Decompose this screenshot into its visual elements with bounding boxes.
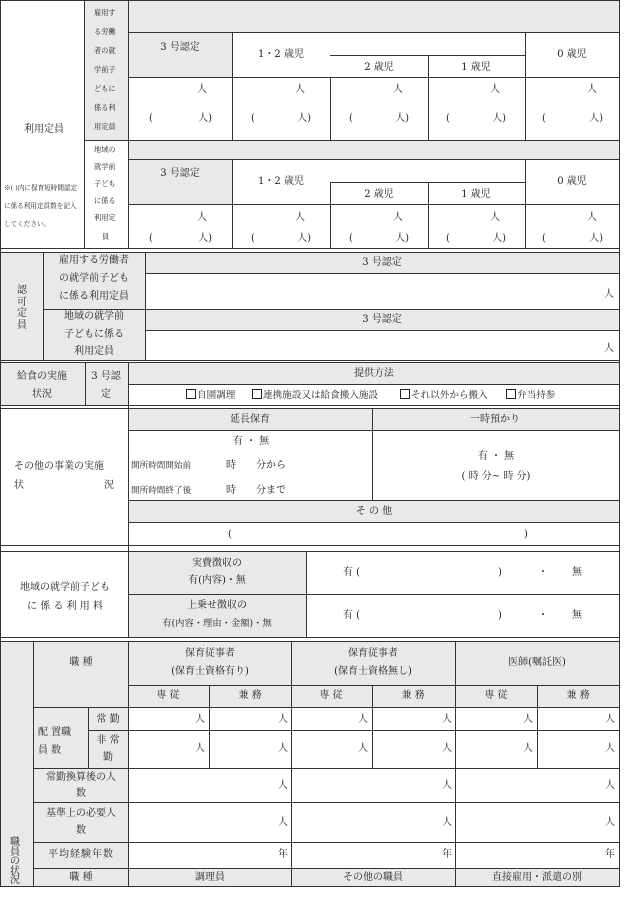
community-age12-header: 1・2 歳児 bbox=[258, 176, 304, 187]
cook-header: 調理員 bbox=[195, 872, 225, 883]
other-paren-close: ) bbox=[524, 529, 528, 540]
before-open-hour: 時 bbox=[226, 460, 236, 471]
other-business-label-2: 状 況 bbox=[14, 480, 114, 491]
after-close-hour: 時 bbox=[226, 485, 236, 496]
job-type-header: 職 種 bbox=[69, 657, 93, 668]
approved-employee-cert: 3 号認定 bbox=[362, 257, 402, 268]
meal-option-bento[interactable]: 弁当持参 bbox=[506, 389, 555, 402]
extra-fee-no: 無 bbox=[572, 610, 582, 621]
community-fee-label-2: に 係 る 利 用 料 bbox=[27, 601, 103, 612]
meal-option-partner-facility[interactable]: 連携施設又は給食搬入施設 bbox=[252, 389, 378, 402]
job-type-header-2: 職 種 bbox=[69, 872, 93, 883]
doctor-header: 医師(嘱託医) bbox=[508, 657, 566, 668]
checkbox-icon bbox=[506, 389, 516, 399]
employee-cert3-header: 3 号認定 bbox=[160, 42, 200, 53]
community-cert3-header: 3 号認定 bbox=[160, 168, 200, 179]
meal-option-other-delivery[interactable]: それ以外から搬入 bbox=[400, 389, 488, 402]
capacity-section-label: 利用定員 bbox=[24, 124, 64, 135]
doctor-dedicated: 専 従 bbox=[484, 690, 508, 701]
actual-fee-no: 無 bbox=[572, 567, 582, 578]
facility-form: 利用定員 ※( )内に保育短時間認定に係る利用定員数を記入してください。 雇用す る労働 者の就 学前子 どもに 係る利 用定員 3 号認定 1・2 歳児 2 歳児 1 歳児 0 歳児 人 人 人 人 人 ( 人) ( 人) ( 人) ( 人) ( 人) 地域の 就学前 子ども に係る 利用定 員 3 号認定 1・2 歳児 2 歳児 1 歳児 0 歳児 人 人 人 人 人 ( 人) ( 人) ( 人) ( 人) ( 人) 認可定員 雇用する労働者 の就学前子ども に係る利用定員 3 号認定 人 地域の就学前 子どもに係る 利用定員 3 号認定 人 給食の実施 状況 3 号認 定 提供方法 自園調理 連携施設又は給食搬入施設 それ以外から搬入 弁当持参 その他の事業の実施 状 況 延長保育 一時預かり 有 ・ 無 開所時間開始前 時 分から 開所時間終了後 時 分まで 有 ・ 無 ( 時 分~ 時 分) そ の 他 ( ) 地域の就学前子ども に 係 る 利 用 料 実費徴収の 有(内容)・無 有 ( ) ・ 無 上乗せ徴収の 有(内容・理由・金額)・無 有 ( ) ・ 無 職員の状況 職 種 保育従事者 (保育士資格有り) 保育従事者 (保育士資格無し) 医師(嘱託医) 専 従 兼 務 専 従 兼 務 専 従 兼 務 配 置職 員 数 常 勤 非 常 勤 人 人 人 人 人 人 人 人 人 人 人 人 常勤換算後の人 数 人 人 人 基準上の必要人 数 人 人 人 平均経験年数 年 年 年 職 種 調理員 その他の職員 直接雇用・派遣の別 bbox=[0, 0, 630, 903]
doctor-concurrent: 兼 務 bbox=[566, 690, 590, 701]
extended-care-yes-no: 有 ・ 無 bbox=[232, 436, 270, 447]
after-close-label: 開所時間終了後 bbox=[131, 486, 192, 496]
other-header: そ の 他 bbox=[355, 506, 393, 517]
extra-fee-close: ) bbox=[498, 610, 502, 621]
extra-fee-yes: 有 ( bbox=[343, 610, 361, 621]
meal-option-own-kitchen[interactable]: 自園調理 bbox=[186, 389, 235, 402]
community-fee-label: 地域の就学前子ども bbox=[20, 582, 110, 593]
employment-type-header: 直接雇用・派遣の別 bbox=[492, 872, 582, 883]
temporary-care-time: ( 時 分~ 時 分) bbox=[461, 471, 531, 482]
temporary-care-yes-no: 有 ・ 無 bbox=[477, 451, 515, 462]
before-open-from: 分から bbox=[256, 460, 286, 471]
employee-age12-header: 1・2 歳児 bbox=[258, 49, 304, 60]
employee-age2-header: 2 歳児 bbox=[364, 62, 394, 73]
community-age2-header: 2 歳児 bbox=[364, 189, 394, 200]
actual-fee-close: ) bbox=[498, 567, 502, 578]
other-business-label: その他の事業の実施 bbox=[14, 461, 104, 472]
extended-care-header: 延長保育 bbox=[230, 414, 270, 425]
community-age1-header: 1 歳児 bbox=[461, 189, 491, 200]
avg-years-label: 平均経験年数 bbox=[48, 849, 114, 860]
before-open-label: 開所時間開始前 bbox=[131, 461, 192, 471]
actual-fee-dot: ・ bbox=[538, 567, 548, 578]
checkbox-icon bbox=[186, 389, 196, 399]
approved-community-unit: 人 bbox=[604, 343, 614, 354]
approved-community-cert: 3 号認定 bbox=[362, 314, 402, 325]
other-staff-header: その他の職員 bbox=[343, 872, 403, 883]
nurse-q-dedicated: 専 従 bbox=[156, 690, 180, 701]
nurse-u-dedicated: 専 従 bbox=[319, 690, 343, 701]
nurse-u-concurrent: 兼 務 bbox=[401, 690, 425, 701]
after-close-until: 分まで bbox=[256, 485, 286, 496]
fulltime-label: 常 勤 bbox=[96, 714, 120, 725]
short-time-note: ※( )内に保育短時間認定に係る利用定員数を記入してください。 bbox=[4, 184, 78, 228]
temporary-care-header: 一時預かり bbox=[470, 414, 520, 425]
other-paren-open: ( bbox=[228, 529, 232, 540]
actual-fee-yes: 有 ( bbox=[343, 567, 361, 578]
approved-capacity-label: 認可定員 bbox=[17, 285, 27, 331]
meals-method-header: 提供方法 bbox=[354, 368, 394, 379]
employee-age1-header: 1 歳児 bbox=[461, 62, 491, 73]
nurse-q-concurrent: 兼 務 bbox=[238, 690, 262, 701]
employee-age0-header: 0 歳児 bbox=[557, 49, 587, 60]
community-age0-header: 0 歳児 bbox=[557, 176, 587, 187]
checkbox-icon bbox=[400, 389, 410, 399]
checkbox-icon bbox=[252, 389, 262, 399]
approved-employee-unit: 人 bbox=[604, 289, 614, 300]
staff-section-label: 職員の状況 bbox=[10, 837, 20, 887]
extra-fee-dot: ・ bbox=[538, 610, 548, 621]
